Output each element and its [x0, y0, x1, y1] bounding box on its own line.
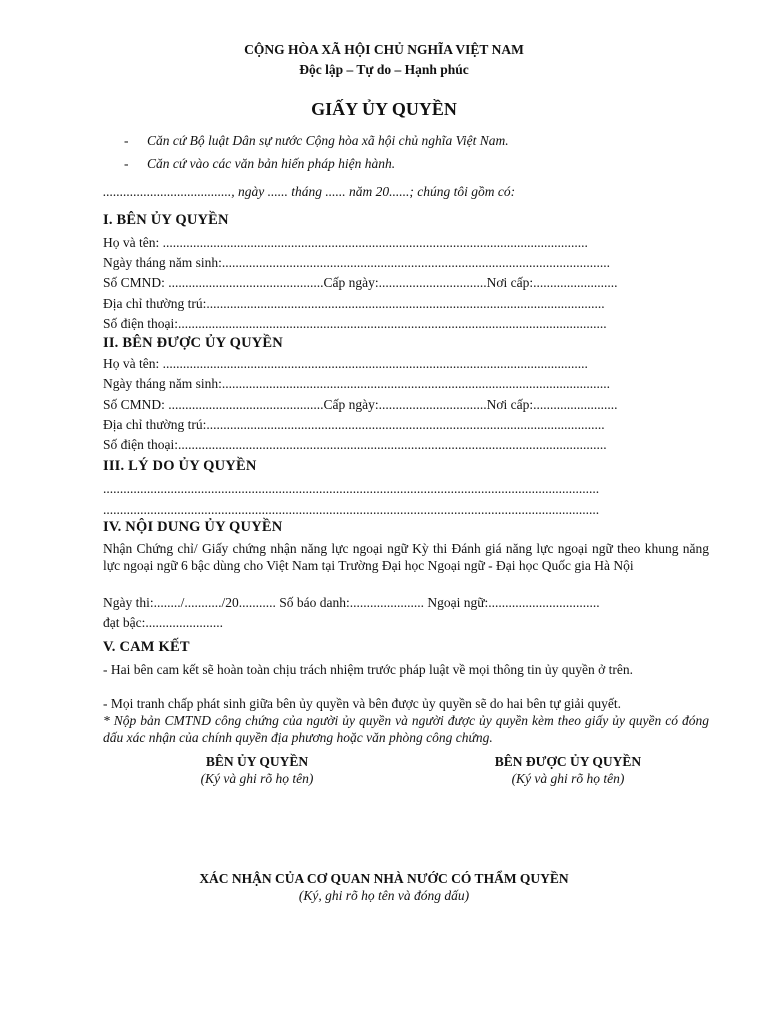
section-2-heading: II. BÊN ĐƯỢC ỦY QUYỀN — [103, 335, 283, 351]
grantor-idcard-field: Số CMND: ..............................................Cấp ngày:................................Nơi cấp:......................... — [103, 275, 618, 290]
level-line: đạt bậc:....................... — [103, 615, 223, 630]
date-line: ......................................, ngày ...... tháng ...... năm 20......; chúng tôi gồm có: — [103, 184, 516, 199]
submission-note: * Nộp bản CMTND công chứng của người ủy quyền và người được ủy quyền kèm theo giấy ủy quyền có đóng dấu xác nhận của chính quyền địa phương hoặc văn phòng công chứng. — [103, 713, 709, 745]
section-1-heading: I. BÊN ỦY QUYỀN — [103, 212, 229, 228]
grantee-signature-title: BÊN ĐƯỢC ỦY QUYỀN — [494, 754, 642, 769]
document-title: GIẤY ỦY QUYỀN — [311, 99, 457, 119]
grantor-phone-field: Số điện thoại:............................................................................................................................... — [103, 316, 607, 331]
national-motto: Độc lập – Tự do – Hạnh phúc — [299, 62, 469, 77]
grantee-dob-field: Ngày tháng năm sinh:................................................................................................................... — [103, 376, 610, 391]
commitment-1: - Hai bên cam kết sẽ hoàn toàn chịu trách nhiệm trước pháp luật về mọi thông tin ủy quyền ở trên. — [103, 662, 633, 677]
grantor-signature-hint: (Ký và ghi rõ họ tên) — [200, 771, 314, 786]
grantee-phone-field: Số điện thoại:............................................................................................................................... — [103, 437, 607, 452]
section-3-heading: III. LÝ DO ỦY QUYỀN — [103, 458, 257, 474]
basis-dash-2: - — [124, 156, 129, 171]
grantee-address-field: Địa chỉ thường trú:...................................................................................................................... — [103, 417, 605, 432]
reason-line-1: ................................................................................................................................................... — [103, 481, 600, 496]
country-name: CỘNG HÒA XÃ HỘI CHỦ NGHĨA VIỆT NAM — [244, 42, 524, 57]
exam-info-line: Ngày thi:......../.........../20........... Số báo danh:...................... Ngoại ngữ:................................. — [103, 595, 600, 610]
commitment-2: - Mọi tranh chấp phát sinh giữa bên ủy quyền và bên được ủy quyền sẽ do hai bên tự giải quyết. — [103, 696, 621, 711]
basis-dash-1: - — [124, 133, 129, 148]
grantee-signature-hint: (Ký và ghi rõ họ tên) — [511, 771, 625, 786]
authorization-content: Nhận Chứng chỉ/ Giấy chứng nhận năng lực ngoại ngữ Kỳ thi Đánh giá năng lực ngoại ngữ theo khung năng lực ngoại ngữ 6 bậc dùng cho Việt Nam tại Trường Đại học Ngoại ngữ - Đại học Quốc gia Hà Nội — [103, 541, 709, 573]
reason-line-2: ................................................................................................................................................... — [103, 502, 600, 517]
authority-confirmation-title: XÁC NHẬN CỦA CƠ QUAN NHÀ NƯỚC CÓ THẨM QUYỀN — [199, 871, 569, 886]
section-5-heading: V. CAM KẾT — [103, 639, 190, 655]
grantor-dob-field: Ngày tháng năm sinh:................................................................................................................... — [103, 255, 610, 270]
grantor-address-field: Địa chỉ thường trú:...................................................................................................................... — [103, 296, 605, 311]
basis-item-1: Căn cứ Bộ luật Dân sự nước Cộng hòa xã hội chủ nghĩa Việt Nam. — [147, 133, 509, 148]
basis-item-2: Căn cứ vào các văn bản hiến pháp hiện hành. — [147, 156, 396, 171]
section-4-heading: IV. NỘI DUNG ỦY QUYỀN — [103, 519, 283, 535]
grantor-signature-title: BÊN ỦY QUYỀN — [205, 754, 309, 769]
grantee-idcard-field: Số CMND: ..............................................Cấp ngày:................................Nơi cấp:......................... — [103, 397, 618, 412]
authority-confirmation-hint: (Ký, ghi rõ họ tên và đóng dấu) — [298, 888, 470, 903]
grantor-fullname-field: Họ và tên: .............................................................................................................................. — [103, 235, 588, 250]
grantee-fullname-field: Họ và tên: .............................................................................................................................. — [103, 356, 588, 371]
